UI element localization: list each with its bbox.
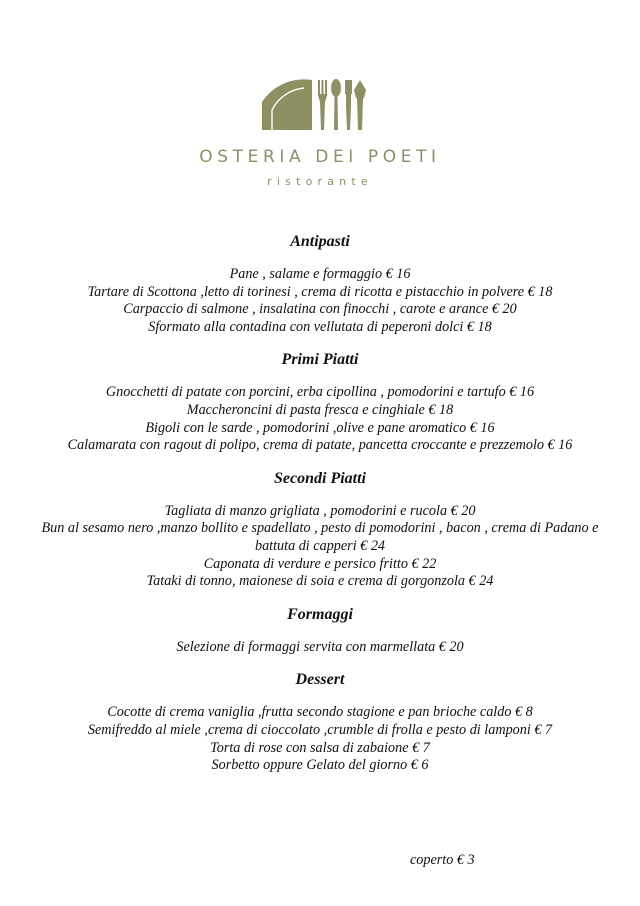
- menu-item: Carpaccio di salmone , insalatina con finocchi , carote e arance € 20: [123, 301, 517, 318]
- section-title: Primi Piatti: [281, 351, 359, 369]
- menu-item: Semifreddo al miele ,crema di cioccolato ,crumble di frolla e pesto di lamponi € 7: [87, 721, 553, 738]
- menu-item: Maccheroncini di pasta fresca e cinghiale € 18: [186, 401, 454, 418]
- menu-item: Tagliata di manzo grigliata , pomodorini e rucola € 20: [164, 502, 476, 519]
- restaurant-logo: [0, 78, 640, 132]
- menu-item: Sorbetto oppure Gelato del giorno € 6: [211, 757, 429, 774]
- menu-item: Tataki di tonno, maionese di soia e crema di gorgonzola € 24: [146, 573, 494, 590]
- menu-item: Calamarata con ragout di polipo, crema di patate, pancetta croccante e prezzemolo € 16: [67, 437, 573, 454]
- section-primi-piatti: [0, 350, 640, 454]
- menu: [0, 232, 640, 789]
- menu-item: Selezione di formaggi servita con marmellata € 20: [176, 638, 464, 655]
- menu-item: Gnocchetti di patate con porcini, erba cipollina , pomodorini e tartufo € 16: [105, 384, 535, 401]
- section-dessert: [0, 670, 640, 774]
- section-title: Formaggi: [287, 605, 353, 623]
- spoon-icon: [331, 79, 341, 130]
- section-title: Antipasti: [290, 233, 350, 250]
- restaurant-name: OSTERIA DEI POETI: [199, 147, 441, 167]
- menu-item: Caponata di verdure e persico fritto € 22: [203, 555, 437, 572]
- section-title: Secondi Piatti: [274, 469, 366, 487]
- menu-item: Torta di rose con salsa di zabaione € 7: [210, 739, 430, 756]
- knife-icon: [345, 80, 352, 130]
- section-title: Dessert: [295, 671, 345, 689]
- menu-item: Bun al sesamo nero ,manzo bollito e spadellato , pesto di pomodorini , bacon , crema di Padano e battuta di capperi € 24: [41, 520, 599, 554]
- section-antipasti: [0, 232, 640, 336]
- menu-item: Cocotte di crema vaniglia ,frutta secondo stagione e pan brioche caldo € 8: [107, 704, 533, 721]
- section-secondi-piatti: [0, 469, 640, 591]
- logo-emblem: [260, 78, 380, 132]
- section-formaggi: [0, 605, 640, 657]
- quarter-disc-icon: [262, 79, 312, 130]
- menu-item: Sformato alla contadina con vellutata di peperoni dolci € 18: [148, 318, 492, 335]
- cover-charge: coperto € 3: [410, 852, 475, 868]
- menu-item: Tartare di Scottona ,letto di torinesi , crema di ricotta e pistacchio in polvere € 18: [87, 283, 553, 300]
- fork-icon: [318, 80, 328, 130]
- menu-item: Pane , salame e formaggio € 16: [229, 266, 411, 282]
- pen-nib-icon: [354, 80, 366, 130]
- menu-item: Bigoli con le sarde , pomodorini ,olive e pane aromatico € 16: [145, 419, 495, 436]
- restaurant-subtitle: ristorante: [267, 175, 373, 188]
